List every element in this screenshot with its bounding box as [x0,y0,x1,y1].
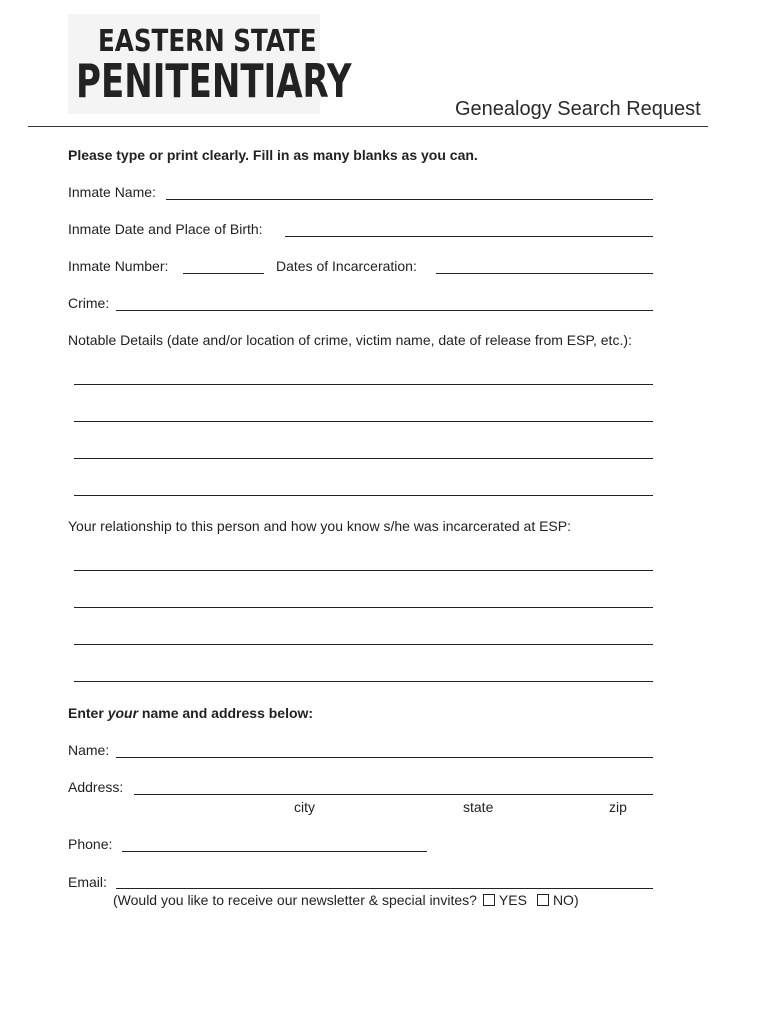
name-label: Name: [68,742,110,758]
yes-checkbox[interactable] [483,894,495,906]
page-title: Genealogy Search Request [455,98,701,120]
zip-caption: zip [609,799,627,815]
crime-field[interactable] [116,310,653,311]
crime-label: Crime: [68,295,110,311]
incarceration-dates-label: Dates of Incarceration: [276,258,417,274]
logo-line1: EASTERN STATE [98,24,317,59]
no-label: NO) [552,892,579,908]
no-checkbox[interactable] [537,894,549,906]
address-field[interactable] [134,794,653,795]
requester-heading [68,705,313,721]
logo-line2: PENITENTIARY [76,54,352,108]
newsletter-question [113,892,579,908]
header-divider [28,126,708,127]
instructions: Please type or print clearly. Fill in as many blanks as you can. [68,147,478,163]
name-field[interactable] [116,757,653,758]
phone-label: Phone: [68,836,113,852]
incarceration-dates-field[interactable] [436,273,653,274]
logo [68,14,352,114]
relationship-line[interactable] [74,607,653,608]
address-label: Address: [68,779,124,795]
newsletter-question-text: (Would you like to receive our newsletter & special invites? [113,892,477,908]
relationship-line[interactable] [74,570,653,571]
email-field[interactable] [116,888,653,889]
phone-field[interactable] [122,851,427,852]
notable-details-label: Notable Details (date and/or location of crime, victim name, date of release from ESP, etc.): [68,332,632,348]
notable-details-line[interactable] [74,421,653,422]
city-caption: city [294,799,315,815]
inmate-name-label: Inmate Name: [68,184,156,200]
notable-details-line[interactable] [74,384,653,385]
relationship-label: Your relationship to this person and how you know s/he was incarcerated at ESP: [68,518,571,534]
email-label: Email: [68,874,107,890]
relationship-line[interactable] [74,644,653,645]
requester-heading-post: name and address below: [138,705,314,721]
state-caption: state [463,799,494,815]
inmate-number-label: Inmate Number: [68,258,169,274]
requester-heading-pre: Enter [68,705,108,721]
inmate-birth-label: Inmate Date and Place of Birth: [68,221,263,237]
yes-label: YES [498,892,527,908]
inmate-birth-field[interactable] [285,236,653,237]
notable-details-line[interactable] [74,495,653,496]
inmate-number-field[interactable] [183,273,264,274]
notable-details-line[interactable] [74,458,653,459]
requester-heading-emphasis: your [107,705,139,721]
inmate-name-field[interactable] [166,199,653,200]
relationship-line[interactable] [74,681,653,682]
